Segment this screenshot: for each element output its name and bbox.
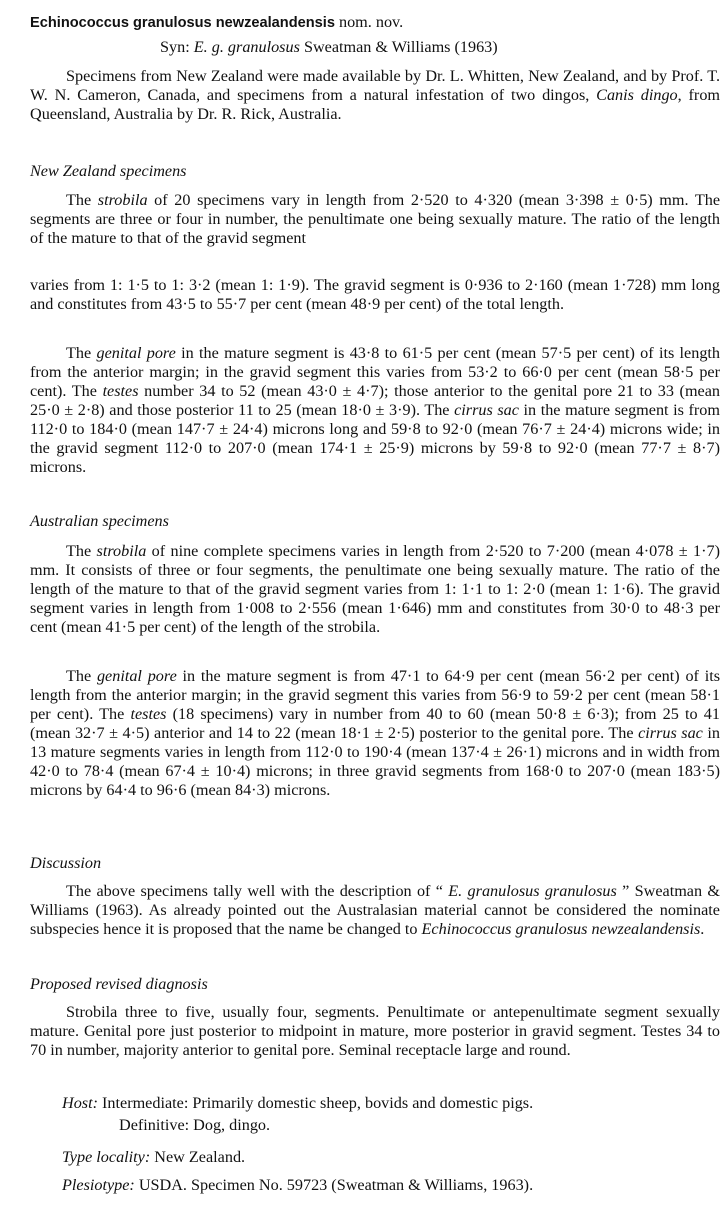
nz-paragraph-1: The strobila of 20 specimens vary in length from 2·520 to 4·320 (mean 3·398 ± 0·5) mm. The segments are three or four in number, the penultimate one being sexually mature. The ratio of the length of the mature to that of the gravid segment [30,191,720,247]
type-locality-label: Type locality: [62,1148,151,1166]
plesiotype-label: Plesiotype: [62,1176,135,1194]
species-title [30,13,690,33]
nomenclature-note: nom. nov. [334,13,404,31]
diagnosis-paragraph: Strobila three to five, usually four, segments. Penultimate or antepenultimate segment sexually mature. Genital pore just posterior to midpoint in mature, more posterior in gravid segment. Testes 34 to 70 in number, majority anterior to genital pore. Seminal receptacle large and round. [30,1003,720,1059]
host-line: Host: Intermediate: Primarily domestic sheep, bovids and domestic pigs. [62,1094,534,1112]
nz-paragraph-2: The genital pore in the mature segment is 43·8 to 61·5 per cent (mean 57·5 per cent) of its length from the anterior margin; in the gravid segment this varies from 53·2 to 66·0 per cent (mean 58·5 per cent). The testes number 34 to 52 (mean 43·0 ± 4·7); those anterior to the genital pore 21 to 33 (mean 25·0 ± 2·8) and those posterior 11 to 25 (mean 18·0 ± 3·9). The cirrus sac in the mature segment is from 112·0 to 184·0 (mean 147·7 ± 24·4) microns long and 59·8 to 92·0 (mean 76·7 ± 24·4) microns wide; in the gravid segment 112·0 to 207·0 (mean 174·1 ± 25·9) microns by 59·8 to 92·0 (mean 77·7 ± 8·7) microns. [30,344,721,476]
plesiotype-line: Plesiotype: USDA. Specimen No. 59723 (Sweatman & Williams, 1963). [62,1176,534,1194]
intro-paragraph: Specimens from New Zealand were made available by Dr. L. Whitten, New Zealand, and by Prof. T. W. N. Cameron, Canada, and specimens from a natural infestation of two dingos, Canis dingo, from Queensland, Australia by Dr. R. Rick, Australia. [30,67,721,123]
type-locality-line: Type locality: New Zealand. [62,1148,246,1166]
synonym-name: E. g. granulosus [193,38,300,56]
section-heading-au: Australian specimens [30,512,169,530]
section-heading-discussion: Discussion [30,854,102,872]
synonym-line: Syn: E. g. granulosus Sweatman & Williams (1963) [160,38,498,56]
au-paragraph-1: The strobila of nine complete specimens varies in length from 2·520 to 7·200 (mean 4·078 ± 1·7) mm. It consists of three or four segments, the penultimate one being sexually mature. The ratio of the length of the mature to that of the gravid segment varies from 1: 1·1 to 1: 2·0 (mean 1: 1·6). The gravid segment varies in length from 1·008 to 2·556 (mean 1·646) mm and constitutes from 30·0 to 48·3 per cent (mean 41·5 per cent) of the length of the strobila. [30,542,720,636]
species-name: Echinococcus granulosus newzealandensis [30,15,335,31]
section-heading-diagnosis: Proposed revised diagnosis [30,975,208,993]
au-paragraph-2: The genital pore in the mature segment is from 47·1 to 64·9 per cent (mean 56·2 per cent) of its length from the anterior margin; in the gravid segment this varies from 56·9 to 59·2 per cent (mean 58·1 per cent). The testes (18 specimens) vary in number from 40 to 60 (mean 50·8 ± 6·3); from 25 to 41 (mean 32·7 ± 4·5) anterior and 14 to 22 (mean 18·1 ± 2·5) posterior to the genital pore. The cirrus sac in 13 mature segments varies in length from 112·0 to 190·4 (mean 137·4 ± 26·1) microns and in width from 42·0 to 78·4 (mean 67·4 ± 10·4) microns; in three gravid segments from 168·0 to 207·0 (mean 183·5) microns by 64·4 to 96·6 (mean 84·3) microns. [30,667,721,799]
host-label: Host: [62,1094,98,1112]
nz-paragraph-1-cont: varies from 1: 1·5 to 1: 3·2 (mean 1: 1·9). The gravid segment is 0·936 to 2·160 (mean 1·728) mm long and constitutes from 43·5 to 55·7 per cent (mean 48·9 per cent) of the total length. [30,276,720,313]
discussion-paragraph: The above specimens tally well with the description of “ E. granulosus granulosus ” Sweatman & Williams (1963). As already pointed out the Australasian material cannot be considered the nominate subspecies hence it is proposed that the name be changed to Echinococcus granulosus newzealandensis. [30,882,720,938]
section-heading-nz: New Zealand specimens [30,162,187,180]
host-definitive-line: Definitive: Dog, dingo. [119,1116,271,1134]
